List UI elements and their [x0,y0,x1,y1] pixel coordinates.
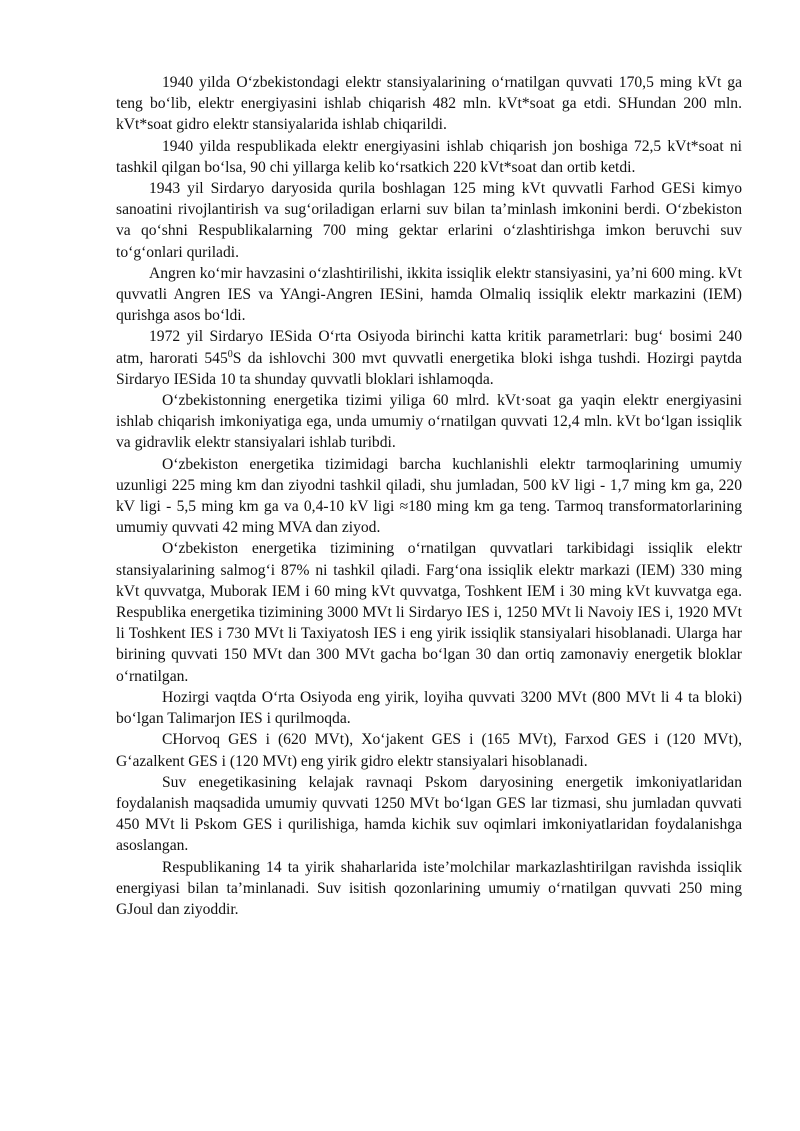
paragraph-9: Hozirgi vaqtda O‘rta Osiyoda eng yirik, loyiha quvvati 3200 MVt (800 MVt li 4 ta bloki) bo‘lgan Talimarjon IES i qurilmoqda. [116,688,742,728]
paragraph-7: O‘zbekiston energetika tizimidagi barcha kuchlanishli elektr tarmoqlarining umumiy uzunligi 225 ming km dan ziyodni tashkil qiladi, shu jumladan, 500 kV ligi - 1,7 ming km ga, 220 kV ligi - 5,5 ming km ga va 0,4-10 kV ligi ≈180 ming km ga teng. Tarmoq transformatorlarining umumiy quvvati 42 ming MVA dan ziyod. [116,455,742,537]
paragraph-5-text-after: S da ishlovchi 300 mvt quvvatli energetika bloki ishga tushdi. Hozirgi paytda Sirdaryo IESida 10 ta shunday quvvatli bloklari ishlamoqda. [116,349,742,388]
paragraph-6: O‘zbekistonning energetika tizimi yiliga 60 mlrd. kVt·soat ga yaqin elektr energiyasini ishlab chiqarish imkoniyatiga ega, unda umumiy o‘rnatilgan quvvati 12,4 mln. kVt bo‘lgan issiqlik va gidravlik elektr stansiyalari ishlab turibdi. [116,392,742,452]
degree-superscript: 0 [227,348,233,360]
paragraph-4: Angren ko‘mir havzasini o‘zlashtirilishi, ikkita issiqlik elektr stansiyasini, ya’ni 600 ming. kVt quvvatli Angren IES va YAngi-Angren IESini, hamda Olmaliq issiqlik elektr markazini (IEM) qurishga asos bo‘ldi. [116,264,742,325]
paragraph-10: CHorvoq GES i (620 MVt), Xo‘jakent GES i (165 MVt), Farxod GES i (120 MVt), G‘azalkent GES i (120 MVt) eng yirik gidro elektr stansiyalari hisoblanadi. [116,731,742,770]
paragraph-5 [116,326,742,390]
document-page [116,72,742,920]
paragraph-2: 1940 yilda respublikada elektr energiyasini ishlab chiqarish jon boshiga 72,5 kVt*soat ni tashkil qilgan bo‘lsa, 90 chi yillarga kelib ko‘rsatkich 220 kVt*soat dan ortib ketdi. [116,137,742,176]
paragraph-8: O‘zbekiston energetika tizimining o‘rnatilgan quvvatlari tarkibidagi issiqlik elektr stansiyalarining salmog‘i 87% ni tashkil qiladi. Farg‘ona issiqlik elektr markazi (IEM) 330 ming kVt quvvatga, Muborak IEM i 60 ming kVt quvvatga, Toshkent IEM i 30 ming kVt kuvvatga ega. Respublika energetika tizimining 3000 MVt li Sirdaryo IES i, 1250 MVt li Navoiy IES i, 1920 MVt li Toshkent IES i 730 MVt li Taxiyatosh IES i eng yirik issiqlik stansiyalari hisoblanadi. Ularga har birining quvvati 150 MVt dan 300 MVt gacha bo‘lgan 30 dan ortiq zamonaviy energetik bloklar o‘rnatilgan. [116,540,742,685]
paragraph-11: Suv enegetikasining kelajak ravnaqi Pskom daryosining energetik imkoniyatlaridan foydalanish maqsadida umumiy quvvati 1250 MVt bo‘lgan GES lar tizmasi, shu jumladan quvvati 450 MVt li Pskom GES i qurilishiga, hamda kichik suv oqimlari imkoniyatlaridan foydalanishga asoslangan. [116,773,742,855]
paragraph-12: Respublikaning 14 ta yirik shaharlarida iste’molchilar markazlashtirilgan ravishda issiqlik energiyasi bilan ta’minlanadi. Suv isitish qozonlarining umumiy o‘rnatilgan quvvati 250 ming GJoul dan ziyoddir. [116,858,742,918]
paragraph-3: 1943 yil Sirdaryo daryosida qurila boshlagan 125 ming kVt quvvatli Farhod GESi kimyo sanoatini rivojlantirish va sug‘oriladigan erlarni suv bilan ta’minlash imkonini berdi. O‘zbekiston va qo‘shni Respublikalarning 700 ming gektar erlarini o‘zlashtirishga imkon beruvchi suv to‘g‘onlari quriladi. [116,180,742,261]
paragraph-1: 1940 yilda O‘zbekistondagi elektr stansiyalarining o‘rnatilgan quvvati 170,5 ming kVt ga teng bo‘lib, elektr energiyasini ishlab chiqarish 482 mln. kVt*soat ga etdi. SHundan 200 mln. kVt*soat gidro elektr stansiyalarida ishlab chiqarildi. [116,74,742,134]
paragraph-5-text-before: 1972 yil Sirdaryo IESida O‘rta Osiyoda birinchi katta kritik parametrlari: bug‘ bosimi 240 atm, harorati 545 [116,328,742,367]
